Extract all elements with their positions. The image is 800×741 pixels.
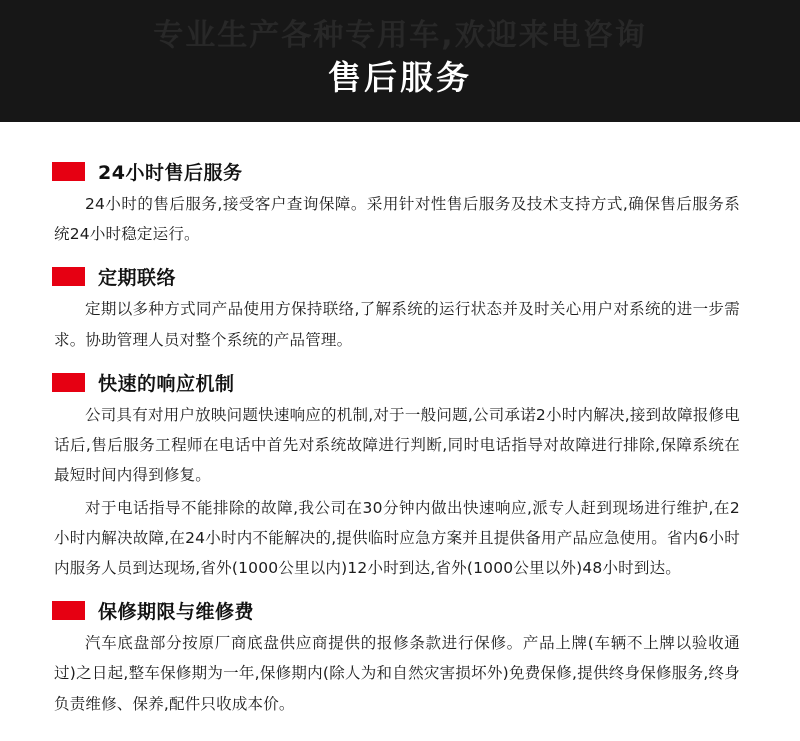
red-square-bullet-icon (52, 162, 85, 181)
red-square-bullet-icon (52, 601, 85, 620)
section-warranty (52, 597, 742, 719)
section-title: 24小时售后服务 (98, 162, 243, 184)
paragraph: 汽车底盘部分按原厂商底盘供应商提供的报修条款进行保修。产品上牌(车辆不上牌以验收通过)之日起,整车保修期为一年,保修期内(除人为和自然灾害损坏外)免费保修,提供终身保修服务,终身负责维修、保养,配件只收成本价。 (54, 634, 740, 713)
content-area (0, 122, 800, 719)
page-title: 售后服务 (328, 58, 472, 97)
section-24h-service (52, 158, 742, 249)
section-body (52, 400, 742, 583)
section-heading (52, 597, 742, 624)
section-title: 保修期限与维修费 (98, 601, 255, 624)
section-heading (52, 263, 742, 290)
red-square-bullet-icon (52, 267, 85, 286)
paragraph: 公司具有对用户放映问题快速响应的机制,对于一般问题,公司承诺2小时内解决,接到故障报修电话后,售后服务工程师在电话中首先对系统故障进行判断,同时电话指导对故障进行排除,保障系统在最短时间内得到修复。 (54, 405, 740, 485)
section-heading (52, 369, 742, 396)
paragraph: 定期以多种方式同产品使用方保持联络,了解系统的运行状态并及时关心用户对系统的进一步需求。协助管理人员对整个系统的产品管理。 (54, 300, 740, 349)
section-fast-response (52, 369, 742, 583)
section-body (52, 294, 742, 354)
paragraph: 对于电话指导不能排除的故障,我公司在30分钟内做出快速响应,派专人赶到现场进行维护,在2小时内解决故障,在24小时内不能解决的,提供临时应急方案并且提供备用产品应急使用。省内6小时内服务人员到达现场,省外(1000公里以内)12小时到达,省外(1000公里以外)48小时到达。 (54, 498, 740, 577)
banner-watermark-text: 专业生产各种专用车,欢迎来电咨询 (153, 18, 647, 53)
section-regular-contact (52, 263, 742, 354)
section-heading (52, 158, 742, 185)
section-title: 快速的响应机制 (98, 372, 235, 395)
paragraph: 24小时的售后服务,接受客户查询保障。采用针对性售后服务及技术支持方式,确保售后服务系统24小时稳定运行。 (54, 195, 740, 244)
page-banner (0, 0, 800, 122)
red-square-bullet-icon (52, 373, 85, 392)
section-body (52, 628, 742, 719)
section-body (52, 189, 742, 249)
section-title: 定期联络 (98, 267, 177, 290)
